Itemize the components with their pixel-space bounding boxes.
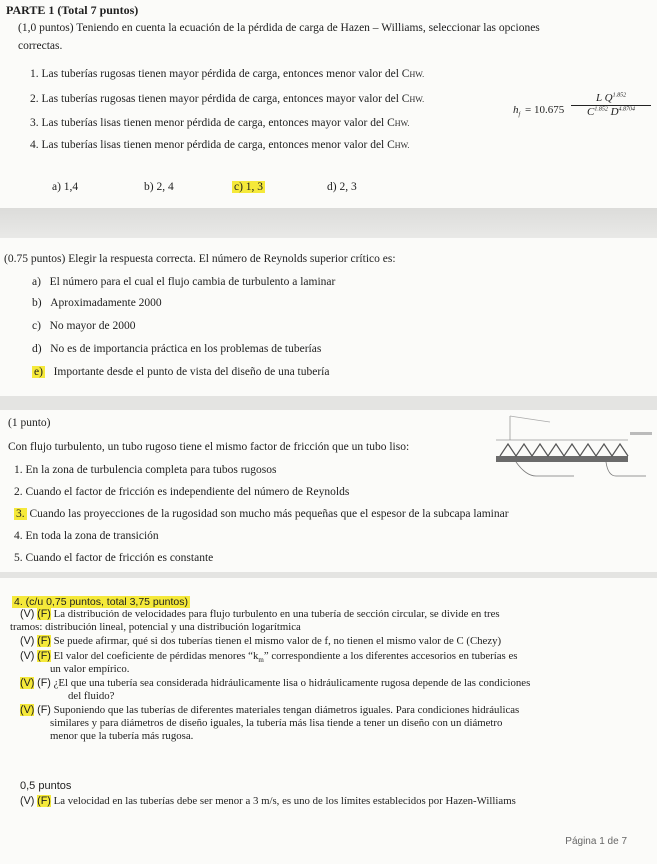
q4-item-1-cont: tramos: distribución lineal, potencial y una distribución logarítmica	[10, 621, 301, 633]
q2-option-d: d) No es de importancia práctica en los problemas de tuberías	[32, 343, 322, 355]
roughness-profile	[500, 444, 628, 456]
q3-option-5: 5. Cuando el factor de fricción es constante	[14, 552, 214, 564]
q1-statement-4: 4. Las tuberías lisas tienen menor pérdida de carga, entonces menor valor del CHW.	[30, 139, 410, 151]
q4-item-5-cont2: menor que la tubería más rugosa.	[50, 730, 194, 742]
q1-statement-3: 3. Las tuberías lisas tienen menor pérdida de carga, entonces mayor valor del CHW.	[30, 117, 410, 129]
q3-option-3-selected: 3. Cuando las proyecciones de la rugosidad son mucho más pequeñas que el espesor de la subcapa laminar	[16, 508, 509, 520]
q4-item-5: (V) (F) Suponiendo que las tuberías de diferentes materiales tengan diámetros iguales. Para condiciones hidráulicas	[20, 704, 520, 716]
section-q4	[0, 578, 657, 864]
page-footer: Página 1 de 7	[565, 836, 627, 847]
formula-denominator: $C^{1.852}$ $D^{4.8704}$	[586, 106, 636, 118]
section-q2	[0, 238, 657, 396]
q5-item: (V) (F) La velocidad en las tuberías debe ser menor a 3 m/s, es uno de los límites establecidos por Hazen-Williams	[20, 795, 516, 807]
q3-option-4: 4. En toda la zona de transición	[14, 530, 159, 542]
q1-option-c-selected: c) 1, 3	[234, 181, 264, 193]
velocity-profile	[510, 416, 550, 422]
q2-option-e-selected: e) Importante desde el punto de vista del diseño de una tubería	[34, 366, 330, 378]
q1-option-b: b) 2, 4	[144, 181, 174, 193]
q4-item-1: (V) (F) La distribución de velocidades para flujo turbulento en una tubería de sección circular, se divide en tres	[20, 608, 500, 620]
label-mark	[630, 432, 652, 435]
q2-option-c: c) No mayor de 2000	[32, 320, 136, 332]
q1-option-a: a) 1,4	[52, 181, 79, 193]
q2-prompt: (0.75 puntos) Elegir la respuesta correcta. El número de Reynolds superior crítico es:	[4, 253, 396, 265]
q2-option-a: a) El número para el cual el flujo cambia de turbulento a laminar	[32, 276, 336, 288]
q4-item-3: (V) (F) El valor del coeficiente de pérdidas menores “$k_m$” correspondiente a los diferentes accesorios en tuberías es	[20, 650, 518, 665]
q4-item-5-cont1: similares y para diámetros de diseño iguales, la tubería más lisa tiende a tener un diseño con un diámetro	[50, 717, 503, 729]
q1-statement-2: 2. Las tuberías rugosas tienen mayor pérdida de carga, entonces mayor valor del CHW.	[30, 93, 425, 105]
q4-header: 4. (c/u 0,75 puntos, total 3,75 puntos)	[14, 596, 188, 608]
formula-lhs: $h_f$	[513, 104, 521, 119]
callout-left	[516, 462, 574, 476]
section-part1	[0, 0, 657, 208]
page-gap	[0, 208, 657, 238]
q3-prompt: Con flujo turbulento, un tubo rugoso tiene el mismo factor de fricción que un tubo liso:	[8, 441, 410, 453]
pipe-roughness-diagram	[496, 414, 654, 494]
q3-option-2: 2. Cuando el factor de fricción es independiente del número de Reynolds	[14, 486, 350, 498]
formula-fraction	[571, 92, 651, 118]
q2-option-b: b) Aproximadamente 2000	[32, 297, 162, 309]
q3-points: (1 punto)	[8, 417, 51, 429]
formula-coef: = 10.675	[525, 104, 565, 116]
q4-item-4: (V) (F) ¿El que una tubería sea considerada hidráulicamente lisa o hidráulicamente rugosa depende de las condiciones	[20, 677, 531, 689]
q3-option-1: 1. En la zona de turbulencia completa para tubos rugosos	[14, 464, 277, 476]
part1-header: PARTE 1 (Total 7 puntos)	[6, 3, 139, 17]
q5-points: 0,5 puntos	[20, 780, 72, 792]
q4-item-3-cont: un valor empírico.	[50, 663, 130, 675]
q1-prompt-line2: correctas.	[18, 40, 63, 52]
q1-prompt-line1: (1,0 puntos) Teniendo en cuenta la ecuación de la pérdida de carga de Hazen – Williams, seleccionar las opciones	[18, 22, 540, 34]
formula-numerator: L $Q^{1.852}$	[571, 92, 651, 106]
q1-option-d: d) 2, 3	[327, 181, 357, 193]
q1-statement-1: 1. Las tuberías rugosas tienen mayor pérdida de carga, entonces menor valor del CHW.	[30, 68, 425, 80]
callout-right	[606, 462, 646, 476]
q4-item-4-cont: del fluido?	[68, 690, 115, 702]
hazen-williams-formula	[513, 92, 653, 132]
pipe-wall	[496, 456, 628, 462]
q4-item-2: (V) (F) Se puede afirmar, qué si dos tuberías tienen el mismo valor de f, no tienen el mismo valor de C (Chezy)	[20, 635, 502, 647]
